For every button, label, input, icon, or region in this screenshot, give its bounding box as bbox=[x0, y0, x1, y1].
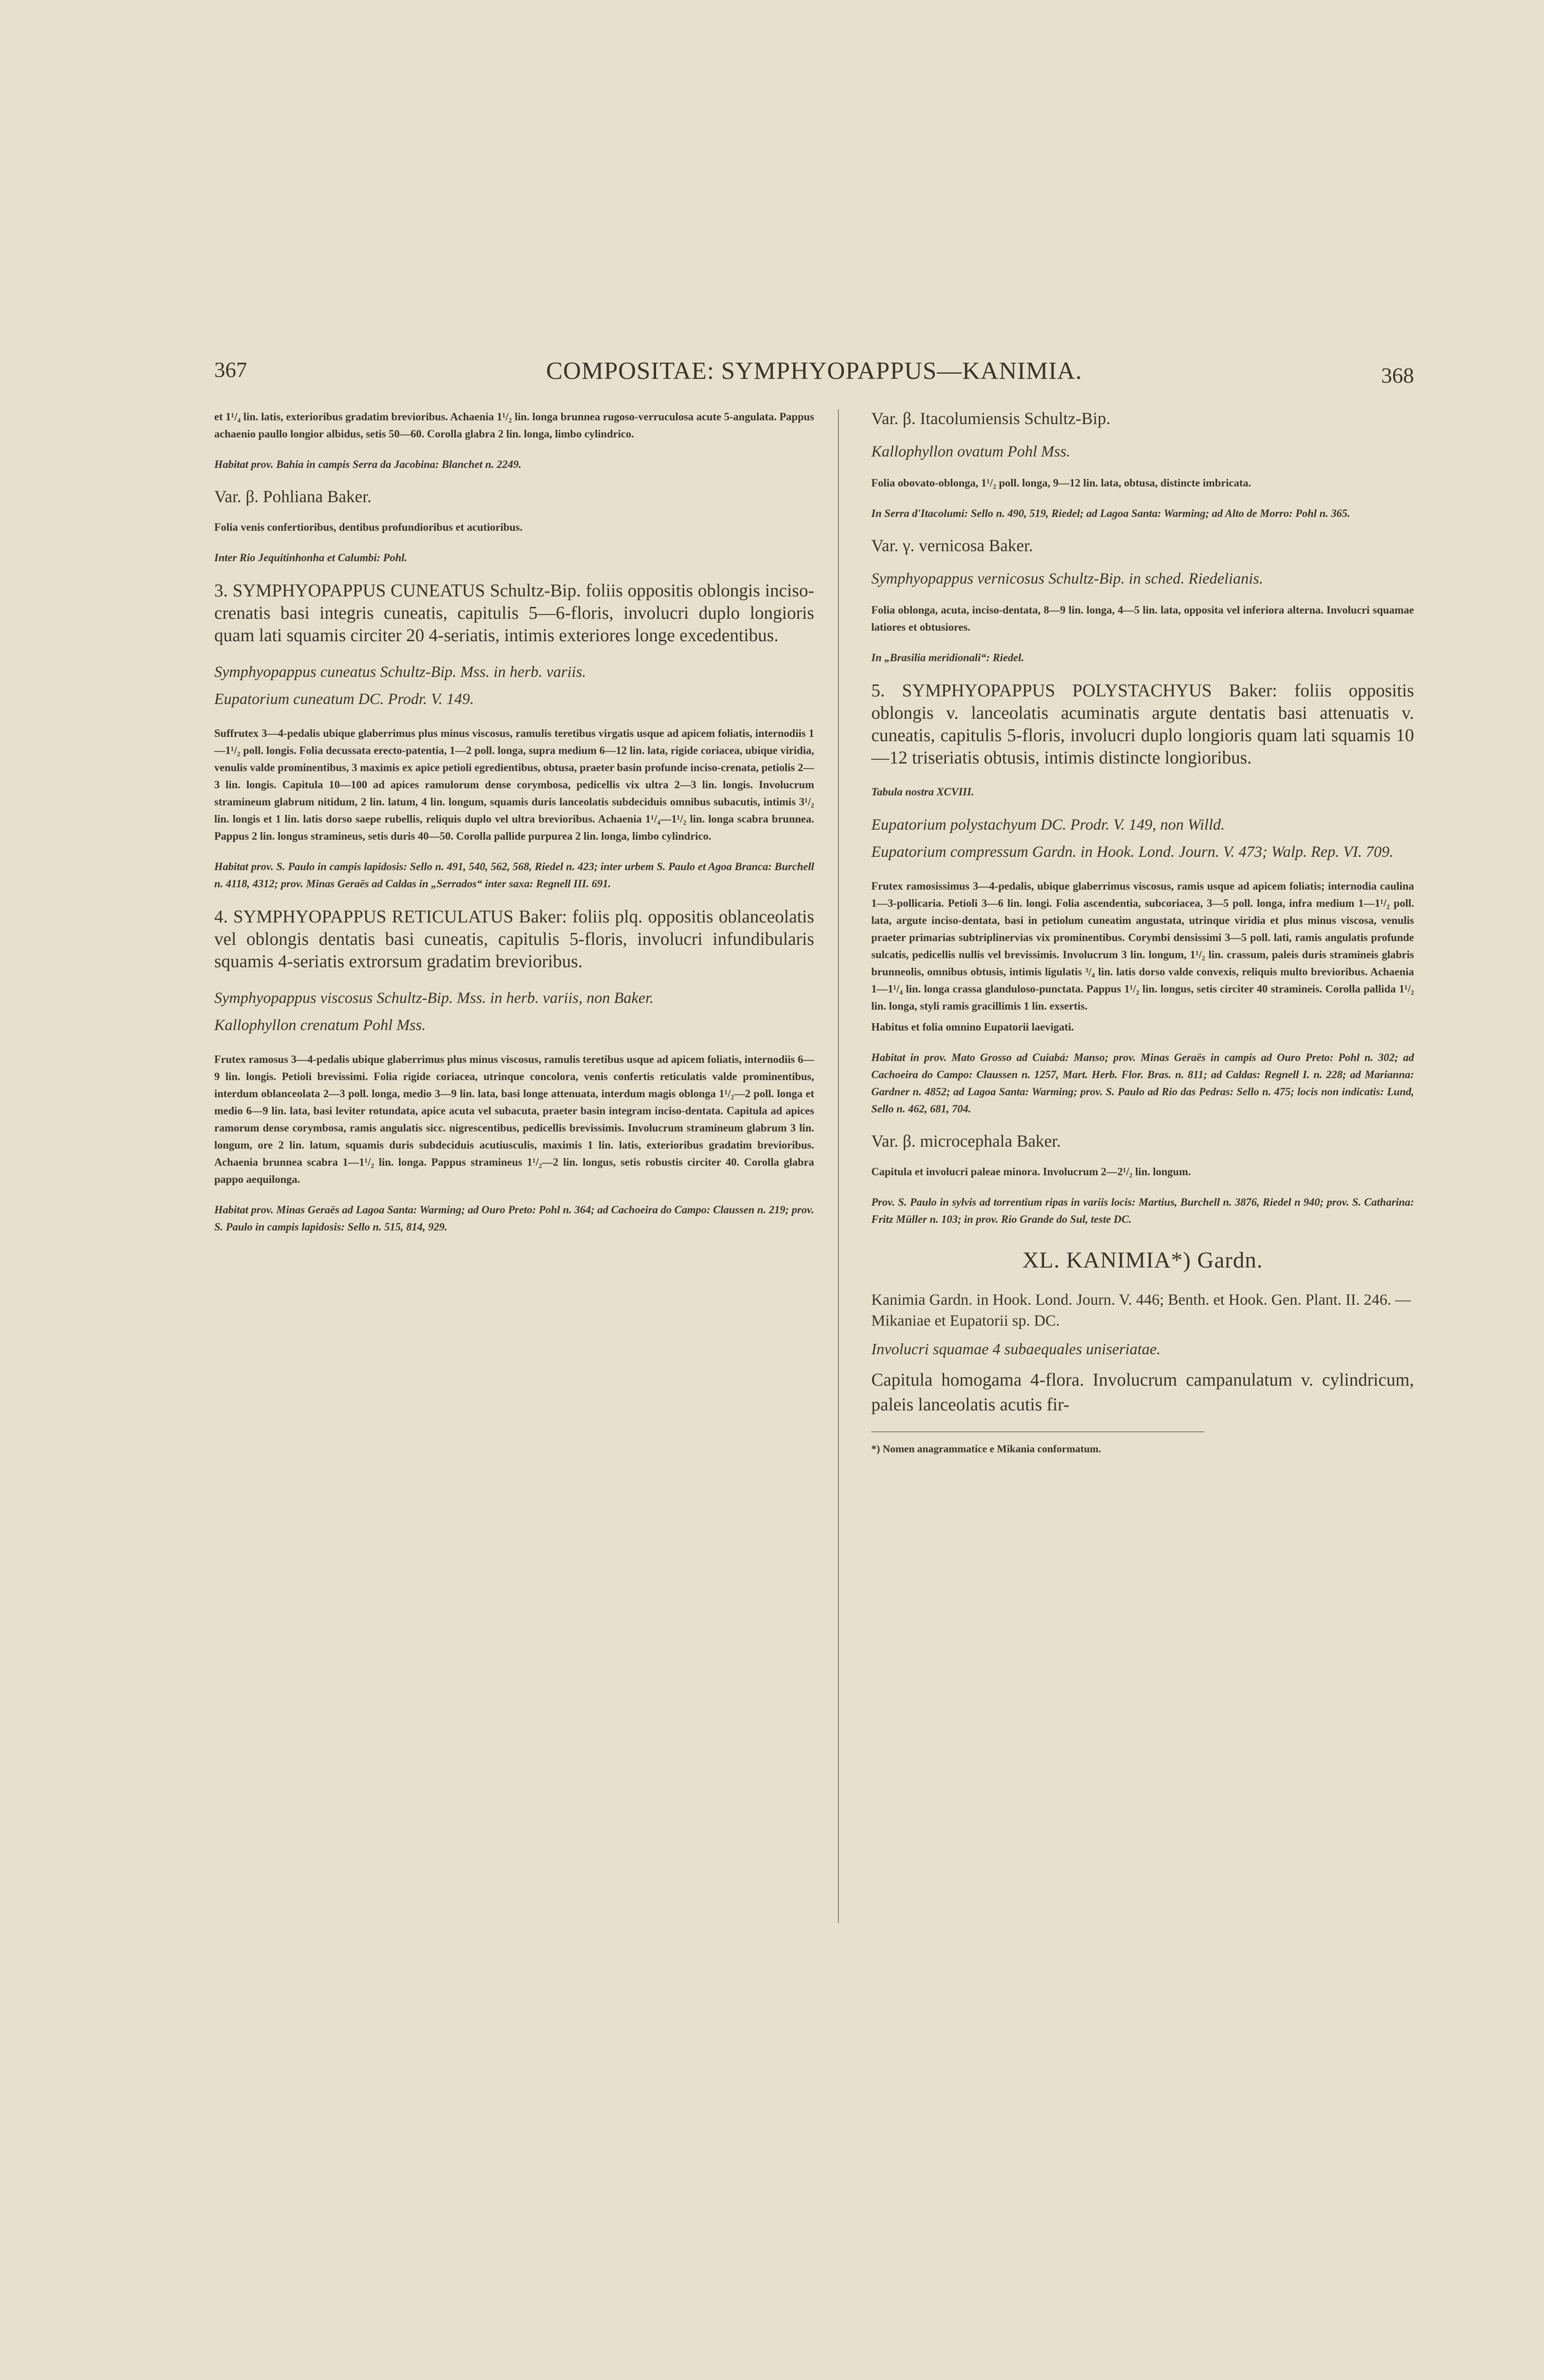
description: Capitula et involucri paleae minora. Involucrum 2—2¹/₂ lin. longum. bbox=[871, 1166, 1191, 1178]
variety-heading: Var. γ. vernicosa Baker. bbox=[871, 536, 1033, 555]
page-number-right: 368 bbox=[1381, 363, 1414, 387]
page-number-left: 367 bbox=[214, 357, 247, 382]
habitat-note: Inter Rio Jequitinhonha et Calumbi: Pohl. bbox=[214, 552, 408, 564]
habitat-note: Habitat in prov. Mato Grosso ad Cuiabá: Manso; prov. Minas Geraës in campis ad Ouro Preto: Pohl n. 302; ad Cachoeira do Campo: Claussen n. 1257, Mart. Herb. Flor. Bras. n. 811; ad Caldas: Regnell I. n. 228; ad Marianna: Gardner n. 4852; ad Lagoa Santa: Warming; prov. S. Paulo ad Rio das Pedras: Sello n. 475; locis non indicatis: Lund, Sello n. 462, 681, 704. bbox=[871, 1051, 1414, 1115]
synonym: Symphyopappus viscosus Schultz-Bip. Mss. in herb. variis, non Baker. bbox=[214, 990, 654, 1007]
synonym: Symphyopappus cuneatus Schultz-Bip. Mss. in herb. variis. bbox=[214, 664, 586, 681]
synonym: Eupatorium cuneatum DC. Prodr. V. 149. bbox=[214, 691, 474, 708]
variety-heading: Var. β. microcephala Baker. bbox=[871, 1131, 1061, 1150]
description: Frutex ramosissimus 3—4-pedalis, ubique glaberrimus viscosus, ramis usque ad apicem foliatis; internodia caulina 1—3-pollicaria. Petioli 3—6 lin. longi. Folia ascendentia, subcoriacea, 3—5 poll. longa, infra medium 1—1¹/₂ poll. lata, argute inciso-dentata, basi in petiolum cuneatim angustata, utrinque viridia et plus minus viscosa, venulis praeter primarias subtriplinervias vix prominentibus. Corymbi densissimi 3—5 poll. lati, ramis angulatis profunde sulcatis, pedicellis nullis vel brevissimis. Involucrum 3 lin. longum, 1¹/₂ lin. crassum, paleis duris stramineis glabris brunneolis, omnibus obtusis, intimis ligulatis ³/₄ lin. latis dorso valde convexis, reliquis multo brevioribus. Achaenia 1—1¹/₄ lin. longa crassa glanduloso-punctata. Pappus 1¹/₂ lin. longus, setis circiter 40 stramineis. Corolla pallida 1¹/₂ lin. longa, styli ramis gracillimis 1 lin. exsertis. bbox=[871, 880, 1414, 1012]
species-heading: 5. SYMPHYOPAPPUS POLYSTACHYUS Baker: foliis oppositis oblongis v. lanceolatis acuminatis argute dentatis basi attenuatis v. cuneatis, capitulis 5-floris, involucri duplo longioris quam lati squamis 10—12 triseriatis obtusis, intimis distincte longioribus. bbox=[871, 681, 1414, 768]
habitat-note: Habitat prov. Minas Geraës ad Lagoa Santa: Warming; ad Ouro Preto: Pohl n. 364; ad Cachoeira do Campo: Claussen n. 219; prov. S. Paulo in campis lapidosis: Sello n. 515, 814, 929. bbox=[214, 1204, 814, 1233]
paragraph: Folia venis confertioribus, dentibus profundioribus et acutioribus. bbox=[214, 521, 523, 533]
right-column bbox=[871, 408, 1414, 1455]
description: Frutex ramosus 3—4-pedalis ubique glaberrimus plus minus viscosus, ramulis teretibus usque ad apicem foliatis, internodiis 6—9 lin. longis. Petioli brevissimi. Folia rigide coriacea, utrinque concolora, venis confertis reticulatis valde prominentibus, interdum oblanceolata 2—3 poll. longa, medio 3—9 lin. lata, basi longe attenuata, interdum magis oblonga 1¹/₂—2 poll. longa et medio 6—9 lin. lata, basi leviter rotundata, apice acuta vel subacuta, praeter basin integram inciso-dentata. Capitula ad apices ramorum dense corymbosa, ramis angulatis sicc. nigrescentibus, pedicellis brevissimis. Involucrum stramineum glabrum 3 lin. longum, ore 2 lin. latum, squamis duris subdeciduis acutiusculis, maximis 1 lin. latis, exterioribus gradatim brevioribus. Achaenia brunnea scabra 1—1¹/₂ lin. longa. Pappus stramineus 1¹/₂—2 lin. longus, setis robustis circiter 40. Corolla glabra pappo aequilonga. bbox=[214, 1053, 814, 1185]
description: Folia obovato-oblonga, 1¹/₂ poll. longa, 9—12 lin. lata, obtusa, distincte imbricata. bbox=[871, 477, 1251, 489]
variety-heading: Var. β. Itacolumiensis Schultz-Bip. bbox=[871, 409, 1111, 428]
habitat-note: In „Brasilia meridionali“: Riedel. bbox=[871, 652, 1024, 664]
genus-character: Involucri squamae 4 subaequales uniseriatae. bbox=[871, 1341, 1161, 1358]
running-header bbox=[214, 357, 1414, 390]
genus-heading: XL. KANIMIA*) Gardn. bbox=[1022, 1248, 1263, 1273]
habitus-note: Habitus et folia omnino Eupatorii laevigati. bbox=[871, 1021, 1074, 1033]
description: Suffrutex 3—4-pedalis ubique glaberrimus plus minus viscosus, ramulis teretibus virgatis usque ad apicem foliatis, internodiis 1—1¹/₂ poll. longis. Folia decussata erecto-patentia, 1—2 poll. longa, supra medium 6—12 lin. lata, rigide coriacea, ubique viridia, venulis valde prominentibus, 3 maximis ex apice petioli egredientibus, obtusa, praeter basin profunde inciso-crenata, petiolis 2—3 lin. longis. Capitula 10—100 ad apices ramulorum dense corymbosa, pedicellis vix ultra 2—3 lin. longis. Involucrum stramineum glabrum nitidum, 2 lin. latum, 4 lin. longum, squamis duris lanceolatis subdeciduis omnibus subacutis, intimis 3¹/₂ lin. longis et 1 lin. latis dorso saepe rubellis, reliquis duplo vel ultra brevioribus. Achaenia 1¹/₄—1¹/₂ lin. longa scabra brunnea. Pappus 2 lin. longus stramineus, setis duris 40—50. Corolla pallide purpurea 2 lin. longa, limbo cylindrico. bbox=[214, 727, 814, 842]
plate-reference: Tabula nostra XCVIII. bbox=[871, 786, 974, 798]
habitat-note: Habitat prov. S. Paulo in campis lapidosis: Sello n. 491, 540, 562, 568, Riedel n. 423; inter urbem S. Paulo et Agoa Branca: Burchell n. 4118, 4312; prov. Minas Geraës ad Caldas in „Serrados“ inter saxa: Regnell III. 691. bbox=[214, 861, 814, 890]
synonym: Symphyopappus vernicosus Schultz-Bip. in sched. Riedelianis. bbox=[871, 570, 1264, 587]
column-divider bbox=[838, 409, 839, 1923]
synonym: Kallophyllon ovatum Pohl Mss. bbox=[871, 443, 1070, 460]
genus-description: Capitula homogama 4-flora. Involucrum campanulatum v. cylindricum, paleis lanceolatis acutis fir- bbox=[871, 1370, 1414, 1415]
species-heading: 4. SYMPHYOPAPPUS RETICULATUS Baker: foliis plq. oppositis oblanceolatis vel oblongis dentatis basi cuneatis, capitulis 5-floris, involucri infundibularis squamis 4-seriatis extrorsum gradatim brevioribus. bbox=[214, 907, 814, 972]
synonym: Eupatorium compressum Gardn. in Hook. Lond. Journ. V. 473; Walp. Rep. VI. 709. bbox=[871, 843, 1394, 861]
synonym: Kallophyllon crenatum Pohl Mss. bbox=[214, 1017, 426, 1034]
habitat-note: Habitat prov. Bahia in campis Serra da Jacobina: Blanchet n. 2249. bbox=[214, 458, 522, 470]
footnote: *) Nomen anagrammatice e Mikania conformatum. bbox=[871, 1443, 1101, 1455]
footnote-rule bbox=[871, 1431, 1205, 1432]
header-title: COMPOSITAE: SYMPHYOPAPPUS—KANIMIA. bbox=[546, 357, 1082, 385]
habitat-note: Prov. S. Paulo in sylvis ad torrentium ripas in variis locis: Martius, Burchell n. 3876, Riedel n 940; prov. S. Catharina: Fritz Müller n. 103; in prov. Rio Grande do Sul, teste DC. bbox=[871, 1196, 1414, 1225]
description: Folia oblonga, acuta, inciso-dentata, 8—9 lin. longa, 4—5 lin. lata, opposita vel inferiora alterna. Involucri squamae latiores et obtusiores. bbox=[871, 604, 1414, 633]
paragraph: et 1¹/₄ lin. latis, exterioribus gradatim brevioribus. Achaenia 1¹/₂ lin. longa brunnea rugoso-verruculosa acute 5-angulata. Pappus achaenio paullo longior albidus, setis 50—60. Corolla glabra 2 lin. longa, limbo cylindrico. bbox=[214, 411, 814, 440]
synonym: Eupatorium polystachyum DC. Prodr. V. 149, non Willd. bbox=[871, 816, 1225, 833]
species-heading: 3. SYMPHYOPAPPUS CUNEATUS Schultz-Bip. foliis oppositis oblongis inciso-crenatis basi integris cuneatis, capitulis 5—6-floris, involucri duplo longioris quam lati squamis circiter 20 4-seriatis, intimis exteriores longe excedentibus. bbox=[214, 581, 814, 645]
variety-heading: Var. β. Pohliana Baker. bbox=[214, 487, 372, 506]
habitat-note: In Serra d'Itacolumi: Sello n. 490, 519, Riedel; ad Lagoa Santa: Warming; ad Alto de Morro: Pohl n. 365. bbox=[871, 507, 1350, 519]
left-column bbox=[214, 408, 814, 1249]
genus-citation: Kanimia Gardn. in Hook. Lond. Journ. V. 446; Benth. et Hook. Gen. Plant. II. 246. — Mikaniae et Eupatorii sp. DC. bbox=[871, 1291, 1411, 1329]
